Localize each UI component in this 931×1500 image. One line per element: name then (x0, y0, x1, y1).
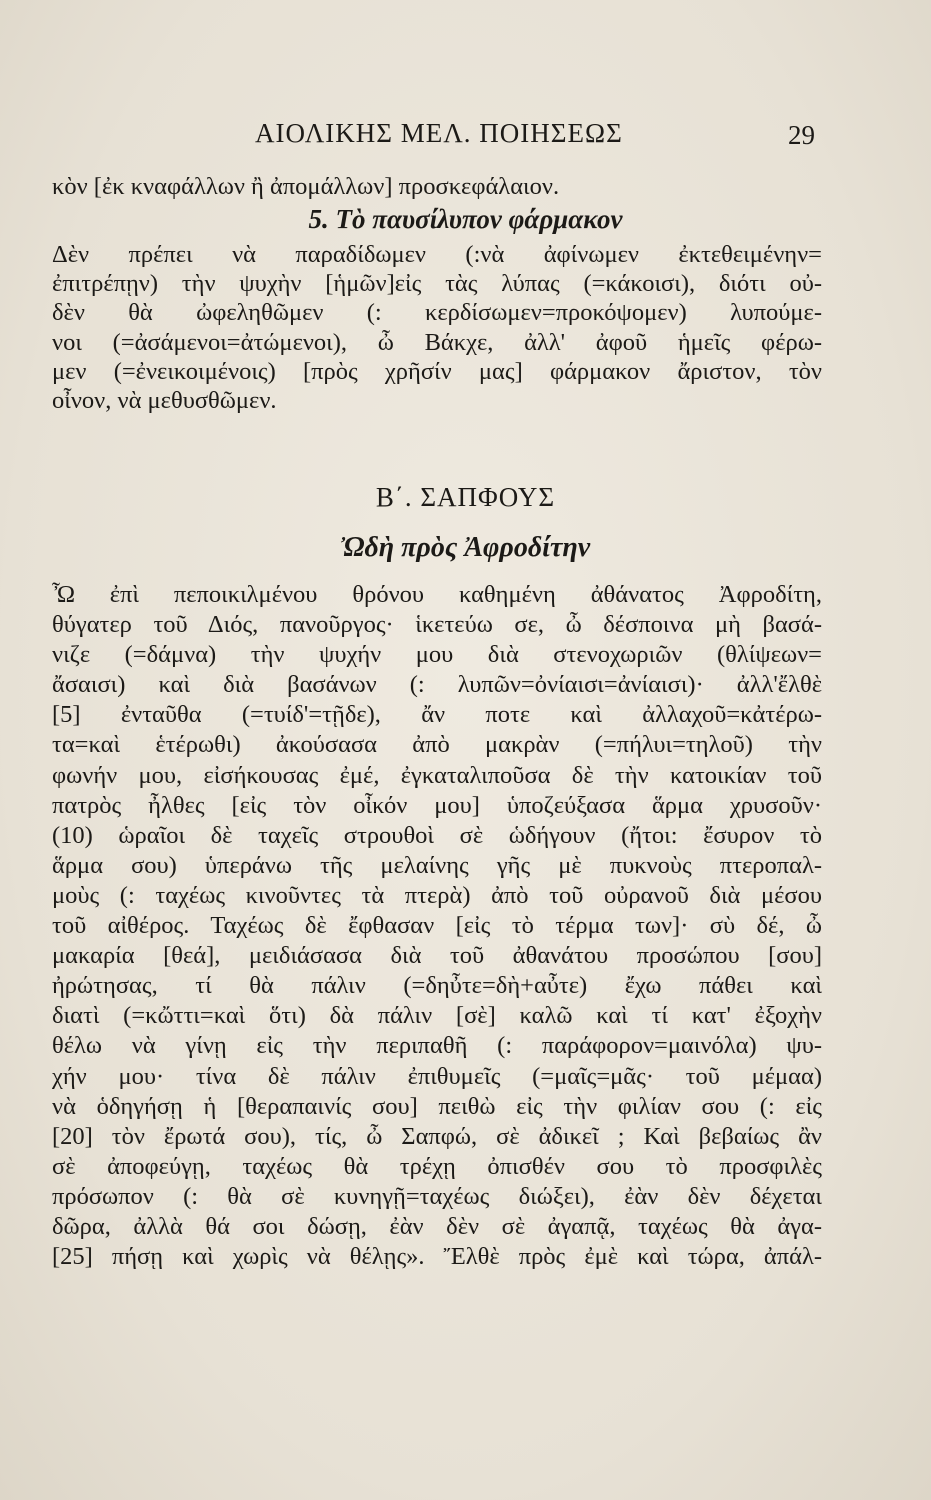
text-line: ἐπιτρέπῃν) τὴν ψυχὴν [ἡμῶν]εἰς τὰς λύπας (=κάκοισι), διότι οὐ- (52, 270, 822, 298)
intro-text (52, 172, 822, 201)
page-header (255, 118, 815, 158)
text-line: ἅρμα σου) ὑπεράνω τῆς μελαίνης γῆς μὲ πυκνοὺς πτεροπαλ- (52, 851, 822, 879)
ode-title: Ὠδὴ πρὸς Ἀφροδίτην (340, 532, 591, 563)
text-line: (10) ὡραῖοι δὲ ταχεῖς στρουθοὶ σὲ ὡδήγουν (ἤτοι: ἔσυρον τὸ (52, 821, 822, 849)
text-line: Δὲν πρέπει νὰ παραδίδωμεν (:νὰ ἀφίνωμεν ἐκτεθειμένην= (52, 241, 822, 268)
text-line: [5] ἐνταῦθα (=τυίδ'=τῇδε), ἄν ποτε καὶ ἀλλαχοῦ=κἀτέρω- (52, 701, 822, 729)
text-line: διατὶ (=κὤττι=καὶ ὅτι) δὰ πάλιν [σὲ] καλῶ καὶ τί κατ' ἐξοχὴν (52, 1002, 822, 1030)
text-line: ἄσαισι) καὶ διὰ βασάνων (: λυπῶν=ὀνίαισι=ἀνίαισι)· ἀλλ'ἔλθὲ (52, 671, 822, 699)
text-line: πατρὸς ἦλθες [εἰς τὸν οἶκόν μου] ὑποζεύξασα ἅρμα χρυσοῦν· (52, 791, 822, 819)
text-line: θύγατερ τοῦ Διός, πανοῦργος· ἱκετεύω σε, ὦ δέσποινα μὴ βασά- (52, 611, 822, 639)
text-line: [20] τὸν ἔρωτά σου), τίς, ὦ Σαπφώ, σὲ ἀδικεῖ ; Καὶ βεβαίως ἂν (52, 1122, 822, 1150)
text-line: Ὦ ἐπὶ πεποικιλμένου θρόνου καθημένη ἀθάνατος Ἀφροδίτη, (52, 581, 822, 608)
page-number: 29 (788, 120, 815, 150)
text-line: δῶρα, ἀλλὰ θά σοι δώσῃ, ἐὰν δὲν σὲ ἀγαπᾷ, ταχέως θὰ ἀγα- (52, 1212, 822, 1240)
text-line: οἶνον, νὰ μεθυσθῶμεν. (52, 386, 277, 414)
section-heading: Β΄. ΣΑΠΦΟΥΣ (375, 482, 556, 512)
text-line: κὸν [ἐκ κναφάλλων ἢ ἀπομάλλων] προσκεφάλαιον. (52, 173, 560, 200)
text-line: μοὺς (: ταχέως κινοῦντες τὰ πτερὰ) ἀπὸ τοῦ οὐρανοῦ διὰ μέσου (52, 881, 822, 909)
text-line: θέλω νὰ γίνῃ εἰς τὴν περιπαθῆ (: παράφορον=μαινόλα) ψυ- (52, 1032, 822, 1060)
text-line: σὲ ἀποφεύγῃ, ταχέως θὰ τρέχῃ ὀπισθέν σου τὸ προσφιλὲς (52, 1152, 822, 1180)
running-title: ΑΙΟΛΙΚΗΣ ΜΕΛ. ΠΟΙΗΣΕΩΣ (255, 118, 623, 148)
text-line: νοι (=ἀσάμενοι=ἀτώμενοι), ὦ Βάκχε, ἀλλ' ἀφοῦ ἡμεῖς φέρω- (52, 328, 822, 356)
ode-paraphrase (52, 580, 822, 1272)
text-line: νὰ ὁδηγήσῃ ἡ [θεραπαινίς σου] πειθὼ εἰς τὴν φιλίαν σου (: εἰς (52, 1092, 822, 1120)
text-line: δὲν θὰ ὠφεληθῶμεν (: κερδίσωμεν=προκόψομεν) λυπούμε- (52, 299, 822, 327)
text-line: μεν (=ἐνεικοιμένοις) [πρὸς χρῆσίν μας] φάρμακον ἄριστον, τὸν (52, 357, 822, 385)
text-line: [25] πήσῃ καὶ χωρὶς νὰ θέλῃς». Ἔλθὲ πρὸς ἐμὲ καὶ τώρα, ἀπάλ- (52, 1243, 822, 1271)
text-line: νιζε (=δάμνα) τὴν ψυχήν μου διὰ στενοχωριῶν (θλίψεων= (52, 641, 822, 669)
text-line: τοῦ αἰθέρος. Ταχέως δὲ ἔφθασαν [εἰς τὸ τέρμα των]· σὺ δέ, ὦ (52, 912, 822, 940)
poem-heading: 5. Τὸ παυσίλυπον φάρμακον (308, 204, 623, 234)
poem-paraphrase (52, 240, 822, 415)
text-line: φωνήν μου, εἰσήκουσας ἐμέ, ἐγκαταλιποῦσα δὲ τὴν κατοικίαν τοῦ (52, 761, 822, 789)
text-line: τα=καὶ ἑτέρωθι) ἀκούσασα ἀπὸ μακρὰν (=πήλυι=τηλοῦ) τὴν (52, 731, 822, 759)
text-line: πρόσωπον (: θὰ σὲ κυνηγῇ=ταχέως διώξει), ἐὰν δὲν δέχεται (52, 1182, 822, 1210)
text-line: ἠρώτησας, τί θὰ πάλιν (=δηὖτε=δὴ+αὖτε) ἔχω πάθει καὶ (52, 972, 822, 1000)
text-line: χήν μου· τίνα δὲ πάλιν ἐπιθυμεῖς (=μαῖς=μᾶς· τοῦ μέμαα) (52, 1062, 822, 1090)
text-line: μακαρία [θεά], μειδιάσασα διὰ τοῦ ἀθανάτου προσώπου [σου] (52, 942, 822, 970)
